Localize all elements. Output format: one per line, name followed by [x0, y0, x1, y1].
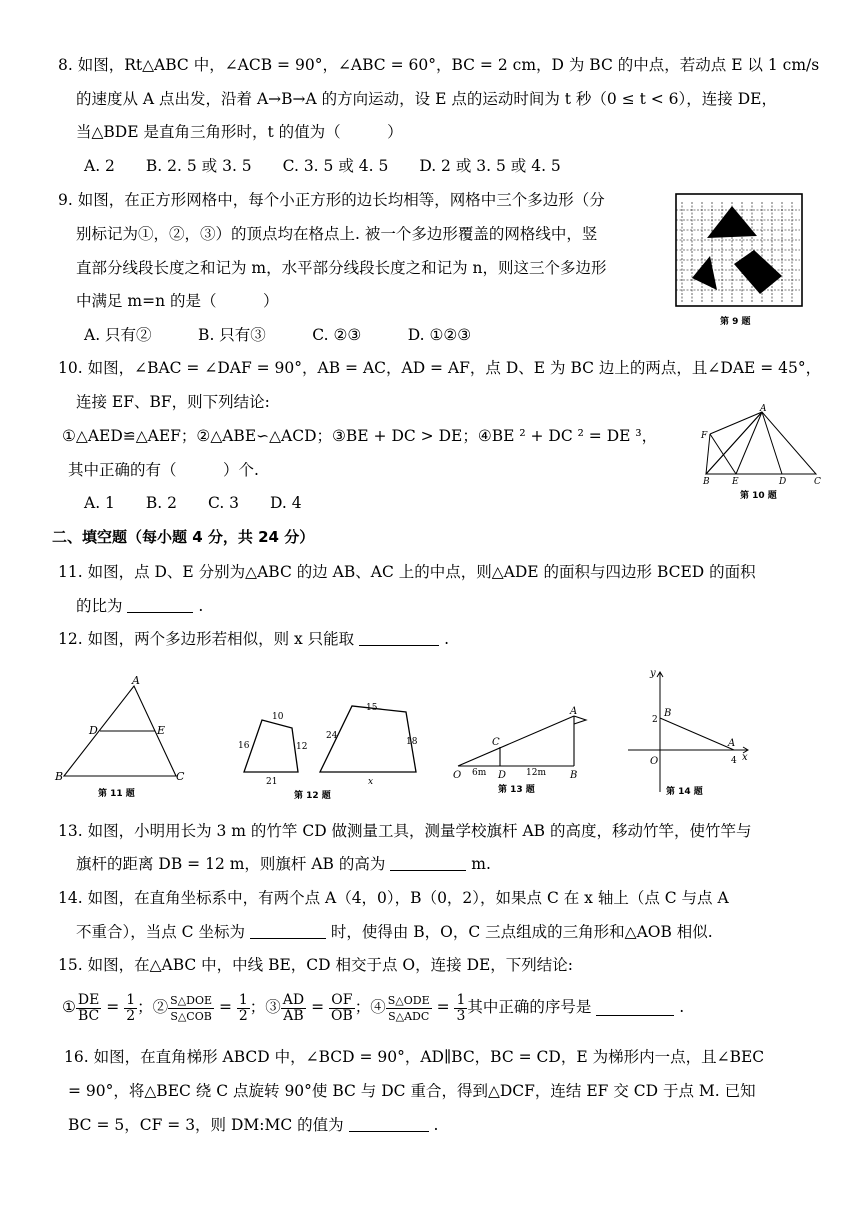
q14-line2-text: 不重合），当点 C 坐标为 [76, 923, 245, 941]
q8-line2: 的速度从 A 点出发，沿着 A→B→A 的方向运动，设 E 点的运动时间为 t 秒（0 ≤ t < 6），连接 DE， [76, 90, 777, 108]
q15-frac-ad-ab [281, 993, 306, 1024]
q15-v1-den: 2 [126, 1007, 136, 1024]
q12-fig1-bottom: 21 [266, 777, 278, 787]
q11-label-a: A [132, 674, 140, 687]
q9-caption: 第 9 题 [720, 317, 751, 327]
q12-line1 [58, 629, 449, 649]
q14-label-2: 2 [652, 715, 658, 725]
q15-f3b-num: OF [329, 993, 355, 1009]
q12-line1-text: 12. 如图，两个多边形若相似，则 x 只能取 [58, 630, 355, 648]
q15-f3b-den: OB [330, 1007, 353, 1024]
q15-v1-num: 1 [126, 991, 136, 1008]
q10-figure [698, 400, 828, 502]
q11-label-e: E [157, 724, 166, 737]
q14-line1: 14. 如图，在直角坐标系中，有两个点 A（4，0），B（0，2），如果点 C 在 x 轴上（点 C 与点 A [58, 889, 729, 907]
q13-label-c: C [492, 737, 500, 748]
q13-label-b: B [570, 770, 578, 781]
q15-frac-area-ode [386, 993, 432, 1024]
q9-grid-figure [672, 190, 808, 330]
q11-line2-end: . [198, 597, 204, 615]
q15-tail: 其中正确的序号是 [467, 998, 592, 1016]
q13-line2 [76, 854, 491, 874]
q15-frac-v1 [124, 993, 137, 1024]
q8-line1: 8. 如图，Rt△ABC 中，∠ACB = 90°，∠ABC = 60°，BC = 2 cm，D 为 BC 的中点，若动点 E 以 1 cm/s [58, 56, 820, 74]
q11-figure [52, 672, 192, 802]
q15-f4-den: S△ADC [388, 1009, 430, 1023]
q15-f3-num: AD [282, 991, 305, 1008]
q10-label-a: A [760, 404, 767, 414]
q12-fig2-bottom: x [368, 777, 374, 787]
q15-f1-num: DE [77, 991, 100, 1008]
q9-line4: 中满足 m=n 的是（ ） [76, 292, 279, 310]
q13-label-o: O [453, 770, 462, 781]
q8-line3: 当△BDE 是直角三角形时，t 的值为（ ） [76, 123, 403, 141]
q15-mark-4: ；④ [354, 998, 386, 1016]
q10-label-f: F [701, 431, 708, 441]
q12-fig2-left: 24 [326, 731, 338, 741]
q10-options: A. 1 B. 2 C. 3 D. 4 [84, 494, 302, 512]
q16-line3 [68, 1115, 438, 1135]
q15-frac-of-ob [329, 993, 355, 1024]
q11-label-c: C [176, 770, 185, 783]
q11-label-b: B [55, 770, 64, 783]
q16-line2: = 90°，将△BEC 绕 C 点旋转 90°使 BC 与 DC 重合，得到△DCF，连结 EF 交 CD 于点 M. 已知 [68, 1082, 756, 1100]
q14-label-b: B [664, 708, 672, 719]
q15-v2-den: 2 [238, 1007, 248, 1024]
q14-figure [622, 664, 758, 800]
q12-fig1-top: 10 [272, 712, 284, 722]
q9-line2: 别标记为①，②，③）的顶点均在格点上. 被一个多边形覆盖的网格线中，竖 [76, 225, 598, 243]
q14-label-y: y [650, 668, 656, 679]
q11-answer-blank[interactable] [127, 598, 193, 613]
q10-label-b: B [703, 477, 710, 487]
q12-line1-end: . [444, 630, 449, 648]
q15-v2-num: 1 [238, 991, 248, 1008]
q15-f4-num: S△ODE [387, 993, 430, 1007]
q15-mark-1: ① [62, 998, 76, 1016]
q15-end: . [679, 998, 685, 1016]
q13-label-a: A [570, 706, 578, 717]
q12-figure [232, 694, 432, 802]
q16-line3-end: . [433, 1116, 439, 1134]
q10-line3: ①△AED≌△AEF；②△ABE∽△ACD；③BE + DC > DE；④BE ² + DC ² = DE ³， [62, 427, 658, 445]
q11-caption: 第 11 题 [98, 789, 135, 799]
q13-line1: 13. 如图，小明用长为 3 m 的竹竿 CD 做测量工具，测量学校旗杆 AB 的高度，移动竹竿，使竹竿与 [58, 822, 752, 840]
q14-answer-blank[interactable] [250, 924, 326, 939]
q13-label-6m: 6m [472, 768, 487, 778]
q13-line2-text: 旗杆的距离 DB = 12 m，则旗杆 AB 的高为 [76, 855, 386, 873]
q15-line1: 15. 如图，在△ABC 中，中线 BE，CD 相交于点 O，连接 DE，下列结论: [58, 956, 574, 974]
q8-options: A. 2 B. 2. 5 或 3. 5 C. 3. 5 或 4. 5 D. 2 或 3. 5 或 4. 5 [84, 157, 561, 175]
q11-line2-text: 的比为 [76, 597, 123, 615]
q11-line1: 11. 如图，点 D、E 分别为△ABC 的边 AB、AC 上的中点，则△ADE 的面积与四边形 BCED 的面积 [58, 563, 756, 581]
q13-caption: 第 13 题 [498, 785, 535, 795]
q11-line2 [76, 596, 203, 616]
q15-v4-den: 3 [456, 1007, 466, 1024]
polygon-1 [707, 206, 757, 238]
q15-options: ① $\frac{DE}{BC}$ = $\frac{1}{2}$ ；② $\frac{\text{S△DOE}}{\text{S△COB}}$ = $\frac{1}{2}$ ；③ $\frac{AD}{AB}$ = $\frac{OF}{OB}$ ；④ $\frac{\text{S△ODE}}{\text{S△ADC}}$ = $\frac{1}{3}$ 其中正确的序号是 . [62, 991, 685, 1024]
polygon-3 [734, 250, 782, 294]
q12-fig2-top: 15 [366, 703, 378, 713]
q15-f3-den: AB [283, 1007, 304, 1024]
q9-options: A. 只有② B. 只有③ C. ②③ D. ①②③ [84, 326, 472, 344]
q9-line3: 直部分线段长度之和记为 m，水平部分线段长度之和记为 n，则这三个多边形 [76, 259, 607, 277]
section-fill-in-heading: 二、填空题（每小题 4 分，共 24 分） [52, 528, 315, 546]
q16-line3-text: BC = 5，CF = 3，则 DM:MC 的值为 [68, 1116, 344, 1134]
q13-line2-end: m. [471, 855, 491, 873]
q16-answer-blank[interactable] [349, 1117, 429, 1132]
q15-mark-3: ；③ [249, 998, 281, 1016]
q10-line2: 连接 EF、BF，则下列结论: [76, 393, 270, 411]
q15-f1-den: BC [78, 1007, 100, 1024]
q14-label-x: x [742, 752, 748, 763]
q16-line1: 16. 如图，在直角梯形 ABCD 中，∠BCD = 90°，AD∥BC，BC = CD，E 为梯形内一点，且∠BEC [64, 1048, 765, 1066]
q15-v4-num: 1 [456, 991, 466, 1008]
q14-line2-end: 时，使得由 B，O，C 三点组成的三角形和△AOB 相似. [330, 923, 713, 941]
q14-label-a: A [728, 738, 736, 749]
q13-answer-blank[interactable] [390, 856, 466, 871]
q10-label-c: C [814, 477, 821, 487]
q15-mark-2: ；② [137, 998, 169, 1016]
q14-caption: 第 14 题 [666, 787, 703, 797]
q9-line1: 9. 如图，在正方形网格中，每个小正方形的边长均相等，网格中三个多边形（分 [58, 191, 605, 209]
q15-f2-num: S△DOE [170, 993, 213, 1007]
q14-label-4: 4 [731, 756, 737, 766]
q10-line1: 10. 如图，∠BAC = ∠DAF = 90°，AB = AC，AD = AF，点 D、E 为 BC 边上的两点，且∠DAE = 45°， [58, 359, 822, 377]
q14-label-o: O [650, 756, 659, 767]
q15-frac-area-doe [168, 993, 214, 1024]
q15-frac-v2 [237, 993, 250, 1024]
q12-fig2-right: 18 [406, 737, 418, 747]
q13-label-12m: 12m [526, 768, 546, 778]
q15-f2-den: S△COB [170, 1009, 212, 1023]
q10-label-d: D [779, 477, 787, 487]
q11-label-d: D [89, 724, 98, 737]
q13-label-d: D [498, 770, 507, 781]
q12-fig1-right: 12 [296, 742, 308, 752]
q12-answer-blank[interactable] [359, 631, 439, 646]
q15-answer-blank[interactable] [596, 1001, 674, 1016]
q10-caption: 第 10 题 [740, 491, 777, 501]
polygon-2 [692, 256, 717, 290]
q15-frac-de-bc [76, 993, 101, 1024]
q12-caption: 第 12 题 [294, 791, 331, 801]
q10-label-e: E [732, 477, 739, 487]
q10-line4: 其中正确的有（ ）个. [68, 461, 259, 479]
q12-fig1-left: 16 [238, 741, 250, 751]
q14-line2 [76, 922, 713, 942]
q15-frac-v4 [454, 993, 467, 1024]
q13-figure [450, 700, 598, 800]
